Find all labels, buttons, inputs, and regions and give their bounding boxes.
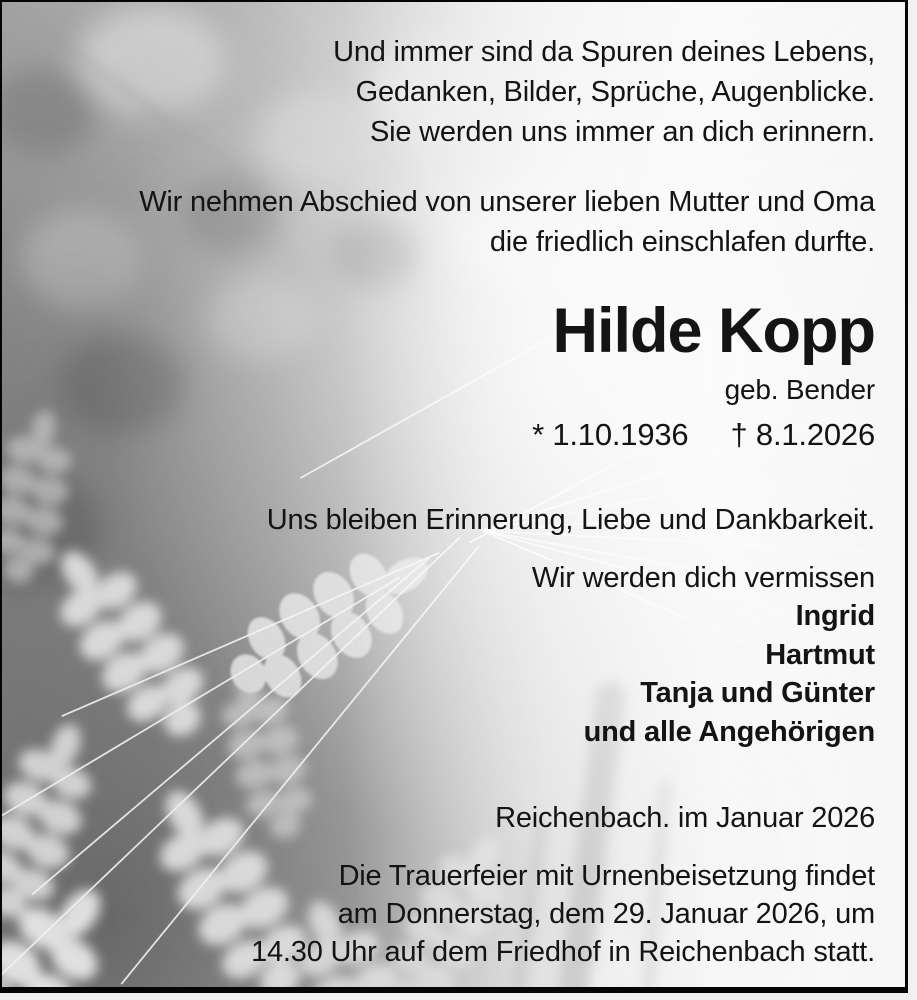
verse-line: Gedanken, Bilder, Sprüche, Augenblicke.	[355, 76, 875, 108]
place-and-date: Reichenbach. im Januar 2026	[495, 802, 875, 834]
mourner-name: Ingrid	[795, 600, 875, 632]
death-date: † 8.1.2026	[730, 417, 875, 452]
birth-date: * 1.10.1936	[532, 417, 689, 452]
missing-line: Wir werden dich vermissen	[531, 562, 875, 594]
life-dates	[22, 415, 875, 455]
funeral-line: Die Trauerfeier mit Urnenbeisetzung findet	[338, 860, 875, 892]
farewell-statement	[22, 182, 875, 262]
farewell-line: die friedlich einschlafen durfte.	[489, 226, 875, 258]
mourner-name: Hartmut	[765, 638, 875, 671]
funeral-line: am Donnerstag, dem 29. Januar 2026, um	[337, 898, 875, 930]
verse-line: Sie werden uns immer an dich erinnern.	[370, 116, 875, 148]
verse-line: Und immer sind da Spuren deines Lebens,	[333, 36, 875, 68]
deceased-name: Hilde Kopp	[552, 296, 875, 366]
mourner-name: und alle Angehörigen	[583, 715, 875, 748]
funeral-line: 14.30 Uhr auf dem Friedhof in Reichenbach statt.	[251, 936, 875, 968]
opening-verse	[22, 32, 875, 152]
farewell-line: Wir nehmen Abschied von unserer lieben Mutter und Oma	[139, 186, 875, 218]
obituary-text	[2, 2, 905, 987]
mourner-name: Tanja und Günter	[640, 677, 875, 709]
maiden-name: geb. Bender	[724, 374, 875, 405]
remembrance-line: Uns bleiben Erinnerung, Liebe und Dankbarkeit.	[266, 504, 875, 536]
funeral-details	[22, 857, 875, 971]
mourners-list	[22, 597, 875, 751]
